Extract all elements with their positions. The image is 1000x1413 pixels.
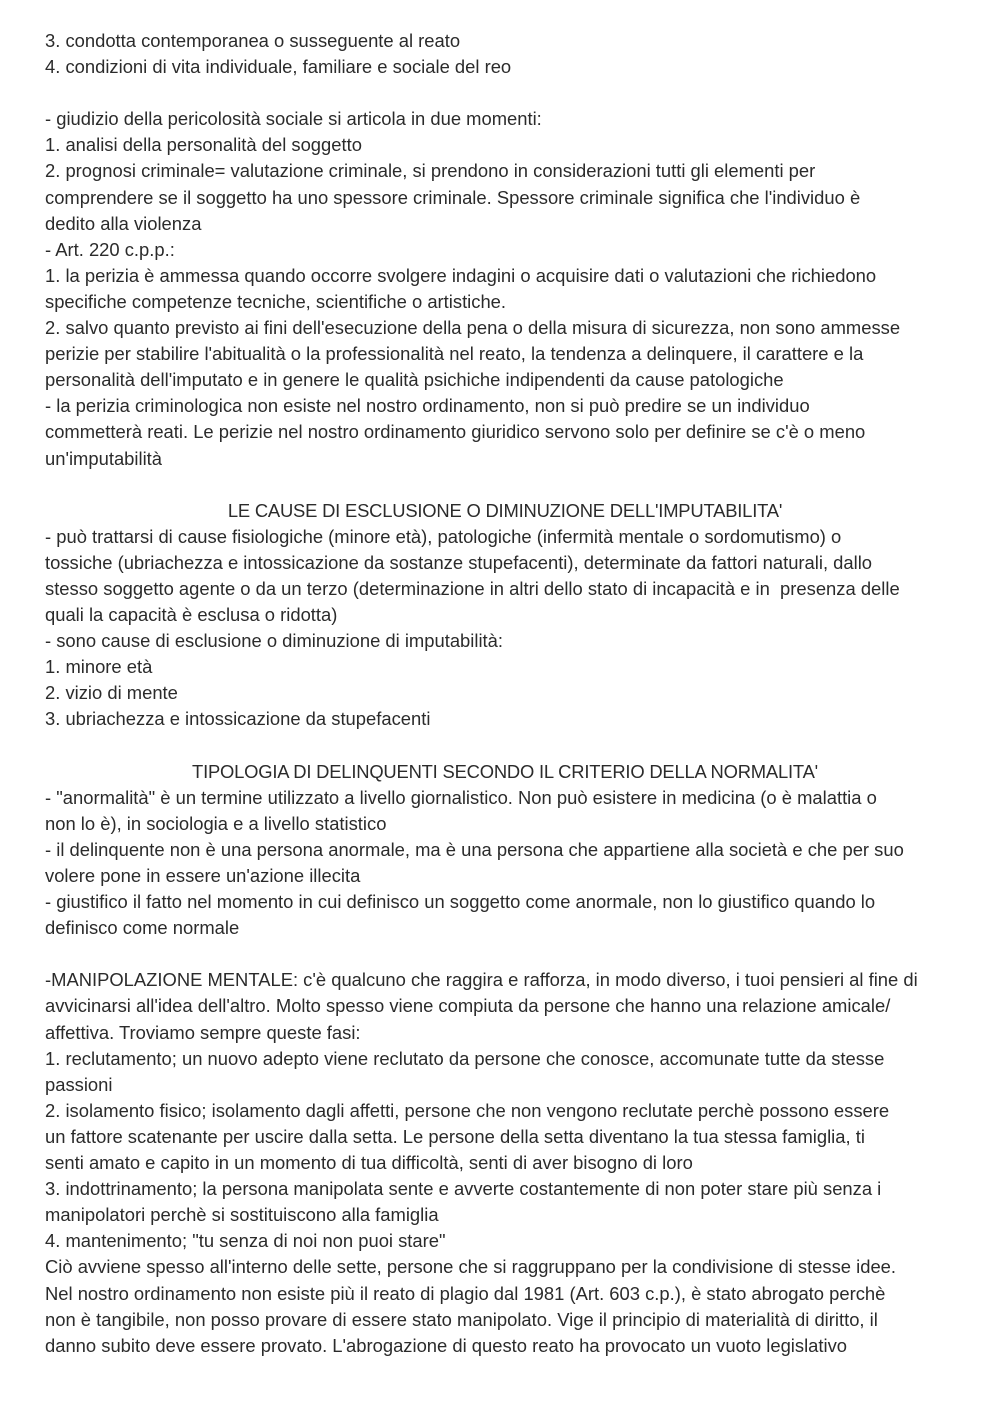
text-line: 2. vizio di mente — [45, 682, 178, 704]
text-line: 3. condotta contemporanea o susseguente al reato — [45, 30, 461, 51]
text-line: - sono cause di esclusione o diminuzione di imputabilità: — [45, 630, 503, 652]
paragraph-cause-esclusione — [45, 524, 965, 733]
text-line: 1. la perizia è ammessa quando occorre svolgere indagini o acquisire dati o valutazioni che richiedono — [45, 264, 877, 286]
paragraph-pericolosita-perizia — [45, 106, 965, 471]
text-line: 1. minore età — [45, 656, 153, 678]
section-heading-imputabilita: LE CAUSE DI ESCLUSIONE O DIMINUZIONE DELL'IMPUTABILITA' — [227, 499, 783, 521]
text-line: 2. salvo quanto previsto ai fini dell'esecuzione della pena o della misura di sicurezza, non sono ammesse — [45, 317, 901, 339]
text-line: avvicinarsi all'idea dell'altro. Molto spesso viene compiuta da persone che hanno una relazione amicale/ — [45, 995, 891, 1017]
text-line: Nel nostro ordinamento non esiste più il reato di plagio dal 1981 (Art. 603 c.p.), è stato abrogato perchè — [45, 1282, 886, 1304]
text-line: 1. reclutamento; un nuovo adepto viene reclutato da persone che conosce, accomunate tutte da stesse — [45, 1047, 885, 1069]
text-line: Ciò avviene spesso all'interno delle sette, persone che si raggruppano per la condivisione di stesse idee. — [45, 1256, 897, 1278]
text-line: - la perizia criminologica non esiste nel nostro ordinamento, non si può predire se un individuo — [45, 395, 810, 417]
section-heading-normalita: TIPOLOGIA DI DELINQUENTI SECONDO IL CRITERIO DELLA NORMALITA' — [192, 760, 818, 782]
text-line: -MANIPOLAZIONE MENTALE: c'è qualcuno che raggira e rafforza, in modo diverso, i tuoi pensieri al fine di — [45, 969, 918, 991]
text-line: manipolatori perchè si sostituiscono alla famiglia — [45, 1204, 439, 1226]
text-line: 1. analisi della personalità del soggetto — [45, 134, 362, 156]
text-line: - giudizio della pericolosità sociale si articola in due momenti: — [45, 108, 542, 130]
text-line: - Art. 220 c.p.p.: — [45, 238, 175, 260]
text-line: 2. isolamento fisico; isolamento dagli affetti, persone che non vengono reclutate perchè possono essere — [45, 1099, 890, 1121]
blank-line — [45, 472, 965, 498]
text-line: volere pone in essere un'azione illecita — [45, 865, 361, 886]
text-line: - giustifico il fatto nel momento in cui definisco un soggetto come anormale, non lo giustifico quando lo — [45, 891, 876, 913]
text-line: senti amato e capito in un momento di tua difficoltà, senti di aver bisogno di loro — [45, 1152, 693, 1174]
text-line: specifiche competenze tecniche, scientifiche o artistiche. — [45, 290, 507, 312]
text-line: definisco come normale — [45, 917, 240, 939]
text-line: non lo è), in sociologia e a livello statistico — [45, 812, 387, 834]
text-line: personalità dell'imputato e in genere le qualità psichiche indipendenti da cause patologiche — [45, 369, 784, 391]
text-line: quali la capacità è esclusa o ridotta) — [45, 604, 338, 626]
text-line: perizie per stabilire l'abitualità o la professionalità nel reato, la tendenza a delinquere, il carattere e la — [45, 343, 864, 365]
text-line: non è tangibile, non posso provare di essere stato manipolato. Vige il principio di materialità di diritto, il — [45, 1308, 878, 1330]
text-line: tossiche (ubriachezza e intossicazione da sostanze stupefacenti), determinate da fattori naturali, dallo — [45, 551, 873, 573]
text-line: un'imputabilità — [45, 447, 162, 469]
text-line: un fattore scatenante per uscire dalla setta. Le persone della setta diventano la tua stessa famiglia, ti — [45, 1125, 865, 1147]
text-line: 4. mantenimento; "tu senza di noi non puoi stare" — [45, 1230, 446, 1252]
document-page — [45, 28, 965, 1359]
text-line: passioni — [45, 1073, 113, 1095]
paragraph-manipolazione-mentale — [45, 967, 965, 1358]
blank-line — [45, 80, 965, 106]
text-line: comprendere se il soggetto ha uno spessore criminale. Spessore criminale significa che l'individuo è — [45, 186, 861, 208]
text-line: danno subito deve essere provato. L'abrogazione di questo reato ha provocato un vuoto legislativo — [45, 1334, 848, 1356]
text-line: 3. indottrinamento; la persona manipolata sente e avverte costantemente di non poter stare più senza i — [45, 1178, 882, 1200]
text-line: - "anormalità" è un termine utilizzato a livello giornalistico. Non può esistere in medicina (o è malattia o — [45, 786, 877, 808]
paragraph-anormalita — [45, 785, 965, 942]
text-line: - può trattarsi di cause fisiologiche (minore età), patologiche (infermità mentale o sordomutismo) o — [45, 525, 842, 547]
text-line: - il delinquente non è una persona anormale, ma è una persona che appartiene alla società e che per suo — [45, 838, 904, 860]
text-line: 4. condizioni di vita individuale, familiare e sociale del reo — [45, 56, 512, 78]
text-line: dedito alla violenza — [45, 212, 202, 234]
paragraph-condotta-condizioni — [45, 28, 965, 80]
blank-line — [45, 733, 965, 759]
text-line: 2. prognosi criminale= valutazione criminale, si prendono in considerazioni tutti gli elementi per — [45, 160, 816, 182]
text-line: commetterà reati. Le perizie nel nostro ordinamento giuridico servono solo per definire se c'è o meno — [45, 421, 866, 443]
text-line: affettiva. Troviamo sempre queste fasi: — [45, 1021, 361, 1043]
blank-line — [45, 941, 965, 967]
text-line: 3. ubriachezza e intossicazione da stupefacenti — [45, 708, 431, 730]
text-line: stesso soggetto agente o da un terzo (determinazione in altri dello stato di incapacità e in presenza delle — [45, 577, 900, 599]
